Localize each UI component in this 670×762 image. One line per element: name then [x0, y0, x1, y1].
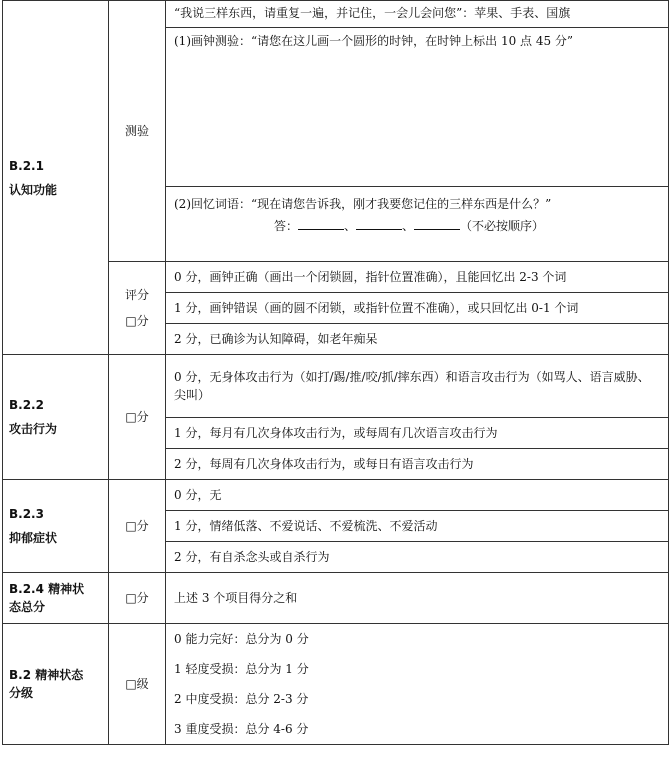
depression-score-checkbox[interactable]: □分	[109, 480, 166, 573]
depression-option-1: 1 分，情绪低落、不爱说话、不爱梳洗、不爱活动	[166, 511, 669, 542]
recall-question: (2)回忆词语：“现在请您告诉我，刚才我要您记住的三样东西是什么？”	[174, 197, 552, 211]
aggression-option-0: 0 分，无身体攻击行为（如打/踢/推/咬/抓/摔东西）和语言攻击行为（如骂人、语言威胁、尖叫）	[166, 355, 669, 418]
aggression-option-1: 1 分，每月有几次身体攻击行为，或每周有几次语言攻击行为	[166, 418, 669, 449]
depression-option-row	[3, 480, 669, 511]
section-title: 抑郁症状	[9, 531, 58, 545]
mental-total-description: 上述 3 个项目得分之和	[166, 573, 669, 624]
mental-grade-option-row	[3, 624, 669, 655]
test-label: 测验	[109, 1, 166, 262]
clock-drawing-area[interactable]	[166, 28, 669, 187]
answer-blank-2[interactable]	[356, 217, 402, 230]
section-code: B.2.2	[9, 398, 44, 412]
mental-grade-label: B.2 精神状态 分级	[3, 624, 109, 745]
answer-blank-3[interactable]	[414, 217, 460, 230]
depression-option-2: 2 分，有自杀念头或自杀行为	[166, 542, 669, 573]
score-checkbox[interactable]: □分	[125, 314, 149, 328]
section-title: 认知功能	[9, 182, 58, 197]
mental-status-table	[2, 0, 669, 745]
clock-test-prompt: (1)画钟测验：“请您在这儿画一个圆形的时钟，在时钟上标出 10 点 45 分”	[174, 34, 574, 48]
mental-grade-option-2: 2 中度受损：总分 2-3 分	[166, 684, 669, 714]
depression-section-label	[3, 480, 109, 573]
recall-answer-line: 答： 、 、 （不必按顺序）	[274, 219, 545, 233]
mental-grade-option-0: 0 能力完好：总分为 0 分	[166, 624, 669, 655]
cognitive-option-1: 1 分，画钟错误（画的圆不闭锁，或指针位置不准确），或只回忆出 0-1 个词	[166, 293, 669, 324]
cognitive-instruction-row	[3, 1, 669, 28]
mental-total-label: B.2.4 精神状 态总分	[3, 573, 109, 624]
score-label: 评分	[124, 288, 149, 302]
cognitive-option-0: 0 分，画钟正确（画出一个闭锁圆，指针位置准确），且能回忆出 2-3 个词	[166, 262, 669, 293]
mental-total-score-checkbox[interactable]: □分	[109, 573, 166, 624]
aggression-section-label	[3, 355, 109, 480]
cognitive-score-cell[interactable]	[109, 262, 166, 355]
recall-cell	[166, 187, 669, 262]
section-code: B.2.1	[9, 158, 44, 173]
memory-instruction: “我说三样东西，请重复一遍，并记住，一会儿会问您”：苹果、手表、国旗	[166, 1, 669, 28]
mental-total-row	[3, 573, 669, 624]
aggression-score-checkbox[interactable]: □分	[109, 355, 166, 480]
aggression-option-row	[3, 355, 669, 418]
mental-grade-checkbox[interactable]: □级	[109, 624, 166, 745]
cognitive-option-2: 2 分，已确诊为认知障碍，如老年痴呆	[166, 324, 669, 355]
cognitive-section-label	[3, 1, 109, 355]
answer-blank-1[interactable]	[298, 217, 344, 230]
aggression-option-2: 2 分，每周有几次身体攻击行为，或每日有语言攻击行为	[166, 449, 669, 480]
mental-grade-option-3: 3 重度受损：总分 4-6 分	[166, 714, 669, 745]
mental-grade-option-1: 1 轻度受损：总分为 1 分	[166, 654, 669, 684]
section-title: 攻击行为	[9, 422, 58, 436]
depression-option-0: 0 分，无	[166, 480, 669, 511]
section-code: B.2.3	[9, 507, 44, 521]
